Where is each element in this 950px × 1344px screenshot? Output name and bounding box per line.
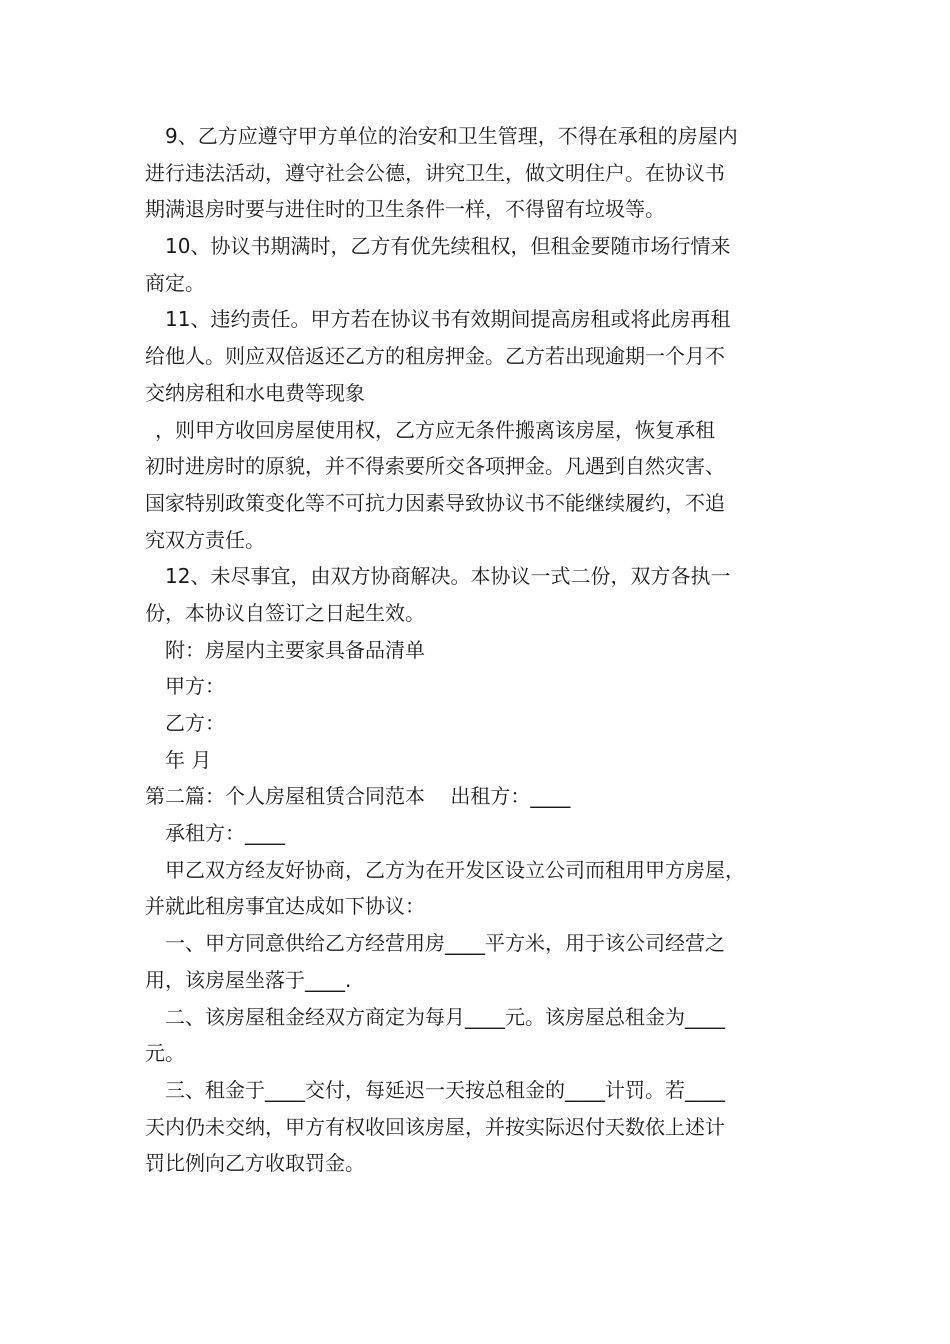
paragraph-line: 天内仍未交纳，甲方有权收回该房屋，并按实际迟付天数依上述计 (145, 1114, 725, 1139)
document-body (145, 118, 807, 1182)
paragraph-line: 三、租金于____交付，每延迟一天按总租金的____计罚。若____ (165, 1077, 725, 1102)
paragraph-line: 一、甲方同意供给乙方经营用房____平方米，用于该公司经营之 (165, 931, 725, 956)
paragraph-line: 究双方责任。 (145, 527, 265, 552)
paragraph-line: 元。 (145, 1041, 185, 1066)
party-b-signature-line: 乙方： (165, 711, 225, 735)
paragraph-line: 二、该房屋租金经双方商定为每月____元。该房屋总租金为____ (165, 1004, 725, 1029)
paragraph-line: 用，该房屋坐落于____. (145, 967, 352, 992)
paragraph-line: 承租方：____ (165, 821, 285, 846)
paragraph-line: 甲乙双方经友好协商，乙方为在开发区设立公司而租用甲方房屋， (165, 857, 745, 882)
party-a-signature-line: 甲方： (165, 674, 225, 699)
paragraph-line: 10、协议书期满时，乙方有优先续租权，但租金要随市场行情来 (165, 234, 731, 259)
paragraph-line: 罚比例向乙方收取罚金。 (145, 1151, 365, 1176)
paragraph-line: 9、乙方应遵守甲方单位的治安和卫生管理，不得在承租的房屋内 (165, 124, 738, 148)
paragraph-line: 交纳房租和水电费等现象 (145, 380, 365, 405)
section-heading: 第二篇：个人房屋租赁合同范本 出租方：____ (145, 784, 571, 809)
paragraph-line: 份，本协议自签订之日起生效。 (145, 600, 425, 625)
paragraph-line: 12、未尽事宜，由双方协商解决。本协议一式二份，双方各执一 (165, 564, 731, 589)
paragraph-line: 并就此租房事宜达成如下协议： (145, 894, 425, 919)
paragraph-line: 进行违法活动，遵守社会公德，讲究卫生，做文明住户。在协议书 (145, 160, 725, 185)
paragraph-line: 给他人。则应双倍返还乙方的租房押金。乙方若出现逾期一个月不 (145, 344, 725, 369)
paragraph-line: 国家特别政策变化等不可抗力因素导致协议书不能继续履约，不追 (145, 490, 725, 515)
paragraph-line: 期满退房时要与进住时的卫生条件一样，不得留有垃圾等。 (145, 197, 665, 222)
paragraph-line: 初时进房时的原貌，并不得索要所交各项押金。凡遇到自然灾害、 (145, 454, 725, 479)
paragraph-line: 商定。 (145, 270, 205, 295)
paragraph-line: 11、违约责任。甲方若在协议书有效期间提高房租或将此房再租 (165, 307, 731, 332)
paragraph-line: ，则甲方收回房屋使用权，乙方应无条件搬离该房屋，恢复承租 (155, 417, 715, 442)
appendix-line: 附：房屋内主要家具备品清单 (165, 637, 425, 662)
date-line: 年 月 (165, 747, 212, 772)
